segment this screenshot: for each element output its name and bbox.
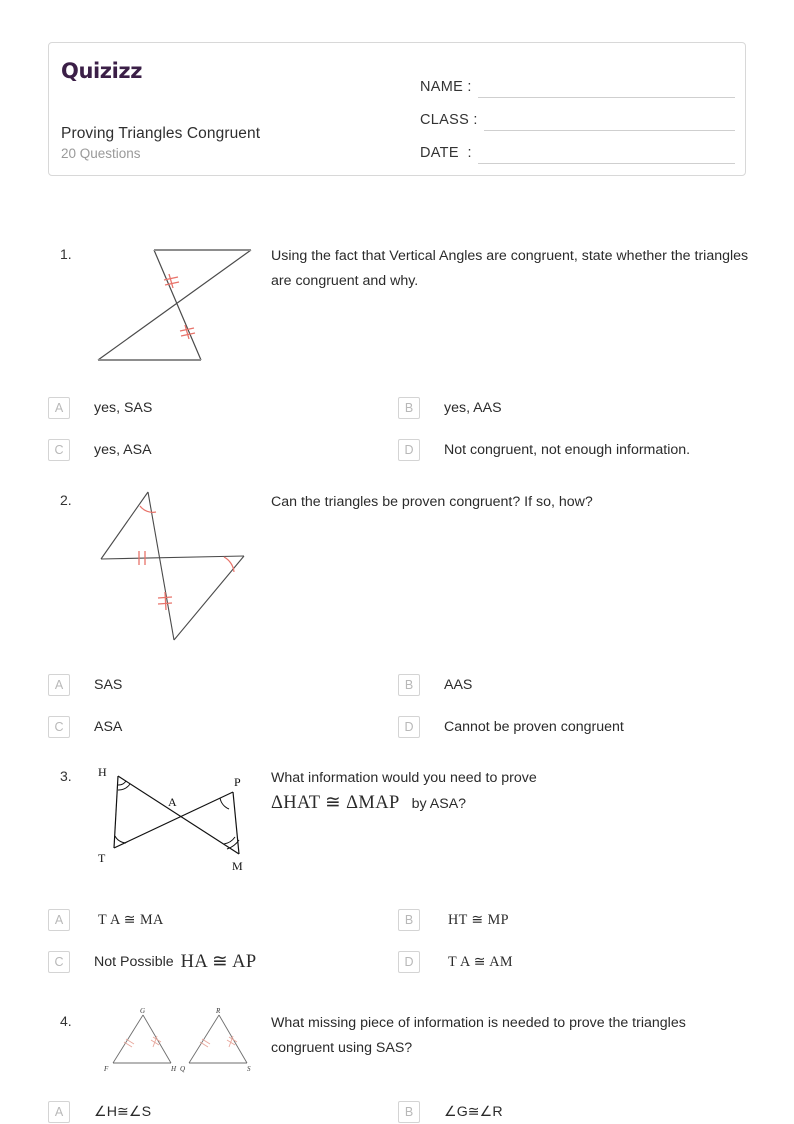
option-2-c[interactable]	[48, 715, 398, 739]
option-letter: D	[398, 951, 420, 973]
question-4-number: 4.	[60, 1013, 72, 1029]
figure-label-R: R	[216, 1007, 221, 1015]
option-2-a[interactable]	[48, 673, 398, 697]
angle-arc-P	[220, 798, 229, 809]
option-letter: B	[398, 909, 420, 931]
question-3-figure	[96, 764, 261, 876]
tick-mark-vertical	[158, 592, 172, 610]
option-label: ASA	[94, 719, 123, 735]
option-1-c[interactable]	[48, 438, 398, 462]
question-2-number: 2.	[60, 492, 72, 508]
option-letter: A	[48, 674, 70, 696]
question-1-figure	[96, 242, 266, 367]
option-4-b[interactable]	[398, 1100, 748, 1124]
option-label: ∠H≅∠S	[94, 1104, 152, 1120]
option-letter: A	[48, 397, 70, 419]
class-input-line[interactable]	[484, 109, 735, 131]
option-label: T A ≅ MA	[98, 911, 164, 928]
option-label: Cannot be proven congruent	[444, 719, 624, 735]
option-2-d[interactable]	[398, 715, 748, 739]
figure-label-P: P	[234, 775, 241, 789]
option-label: Not Possible	[94, 954, 174, 970]
tick-mark-upper	[164, 274, 179, 288]
option-letter: B	[398, 1101, 420, 1123]
figure-label-S: S	[247, 1065, 251, 1073]
option-3-a[interactable]	[48, 908, 398, 932]
tick-marks-right-triangle	[200, 1036, 237, 1047]
date-input-line[interactable]	[478, 142, 735, 164]
figure-label-G: G	[140, 1007, 146, 1015]
question-4-text: What missing piece of information is needed to prove the triangles congruent using SAS?	[271, 1015, 686, 1056]
quizizz-logo: Quizizz	[61, 59, 143, 83]
figure-label-T: T	[98, 851, 106, 865]
option-letter: C	[48, 951, 70, 973]
question-count: 20 Questions	[61, 146, 141, 161]
option-label: T A ≅ AM	[448, 953, 513, 970]
option-3-c[interactable]	[48, 950, 398, 974]
question-3-text-after: by ASA?	[411, 796, 467, 812]
angle-arc-M-outer	[224, 837, 235, 844]
figure-label-H: H	[98, 765, 107, 779]
option-label: Not congruent, not enough information.	[444, 442, 691, 458]
option-letter: B	[398, 397, 420, 419]
option-letter: D	[398, 439, 420, 461]
angle-arc-T	[115, 836, 126, 843]
question-1-number: 1.	[60, 246, 72, 262]
question-2-figure	[96, 488, 266, 648]
question-3-text	[271, 766, 749, 817]
option-label: AAS	[444, 677, 473, 693]
option-1-b[interactable]	[398, 396, 748, 420]
option-label: yes, ASA	[94, 442, 152, 458]
option-letter: D	[398, 716, 420, 738]
name-field-row	[420, 65, 735, 98]
figure-label-Q: Q	[180, 1065, 186, 1073]
option-3-b[interactable]	[398, 908, 748, 932]
class-field-row	[420, 98, 735, 131]
figure-label-F: F	[104, 1065, 109, 1073]
option-3-d[interactable]	[398, 950, 748, 974]
option-label-math: HA ≅ AP	[180, 952, 257, 972]
student-info-fields	[420, 65, 735, 164]
question-4-figure	[103, 1007, 255, 1079]
question-2-text: Can the triangles be proven congruent? If so, how?	[271, 494, 593, 510]
option-label: yes, AAS	[444, 400, 502, 416]
name-input-line[interactable]	[478, 76, 735, 98]
date-field-label: DATE :	[420, 145, 472, 161]
option-letter: B	[398, 674, 420, 696]
question-3-math: ΔHAT ≅ ΔMAP	[271, 793, 400, 813]
question-3-text-before: What information would you need to prove	[271, 770, 537, 786]
date-field-row	[420, 131, 735, 164]
option-label: SAS	[94, 677, 123, 693]
page-title: Proving Triangles Congruent	[61, 125, 261, 142]
question-1-text: Using the fact that Vertical Angles are congruent, state whether the triangles are congruent and why.	[271, 248, 749, 289]
angle-arc-top	[140, 506, 156, 512]
option-4-a[interactable]	[48, 1100, 398, 1124]
option-1-d[interactable]	[398, 438, 748, 462]
option-1-a[interactable]	[48, 396, 398, 420]
option-letter: C	[48, 716, 70, 738]
question-3-number: 3.	[60, 768, 72, 784]
class-field-label: CLASS :	[420, 112, 478, 128]
option-2-b[interactable]	[398, 673, 748, 697]
name-field-label: NAME :	[420, 79, 472, 95]
worksheet-header-card	[48, 42, 746, 176]
option-label: ∠G≅∠R	[444, 1104, 503, 1120]
tick-marks-left-triangle	[124, 1036, 161, 1047]
option-letter: A	[48, 1101, 70, 1123]
option-letter: A	[48, 909, 70, 931]
figure-label-M: M	[232, 859, 243, 873]
option-label: yes, SAS	[94, 400, 153, 416]
figure-label-H: H	[171, 1065, 177, 1073]
option-letter: C	[48, 439, 70, 461]
option-label: HT ≅ MP	[448, 911, 509, 928]
angle-arc-H-inner	[118, 781, 126, 785]
figure-label-A: A	[168, 795, 177, 809]
